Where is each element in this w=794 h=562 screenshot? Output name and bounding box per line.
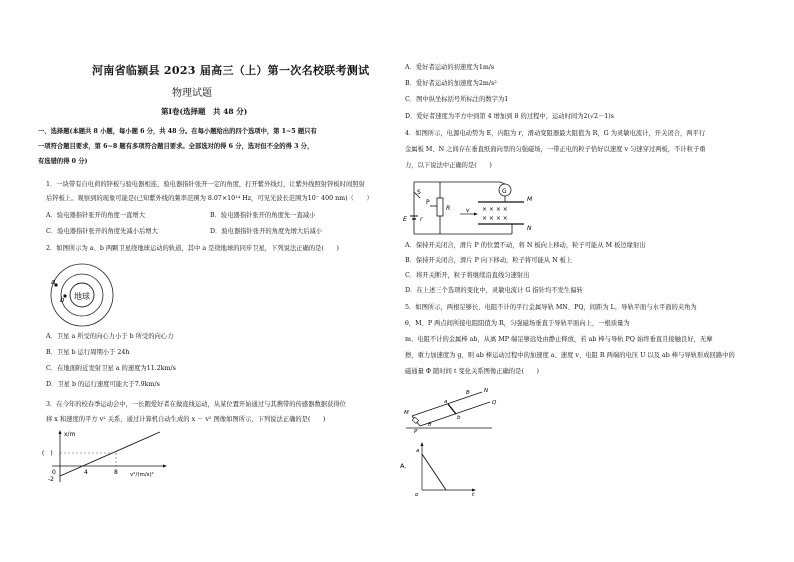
exam-title: 河南省临颍县 2023 届高三（上）第一次名校联考测试	[92, 64, 370, 77]
q1-option-a: A．验电器指针张开的角度一直增大	[46, 212, 146, 219]
q4-option-d: D．在上述三个选项的变化中，灵敏电流计 G 指针均不发生偏转	[405, 287, 583, 294]
label-R: R	[446, 205, 451, 212]
label-E: E	[403, 216, 407, 223]
graph-line	[60, 432, 160, 476]
a-t-curve	[422, 454, 446, 490]
label-N: N	[484, 388, 489, 394]
option-a-label: A．	[400, 462, 411, 470]
q3-stem-line-1: 3．在今年的校春季运动会中，一长跑爱好者在做直线运动，从某位置开始通过与其携带的传感器数据获得位	[46, 401, 346, 408]
q1-stem-line-1: 1．一块带有自电荷的锌板与验电器相连，验电器指针张开一定的角度，打开紫外线灯，让紫外线照射锌板时间照射	[46, 181, 365, 188]
tick-neg2: -2	[48, 476, 54, 483]
q3-x-v2-graph	[40, 428, 170, 486]
label-S: S	[417, 189, 421, 196]
q4-stem-line-1: 4．如图所示，电源电动势为 E，内阻为 r，滑动变阻器最大阻值为 R，G 为灵敏电流计，开关闭合，两平行	[405, 130, 706, 137]
label-M: M	[404, 410, 409, 416]
q1-stem-line-2: 后锌板上。观察到的现象可能是(已知紫外线的频率范围为 8.07×10¹⁴ Hz，可见光波长范围为10⁻ 400 nm)（ ）	[46, 195, 373, 202]
q1-option-c: C．验电器指针张开的角度先减小后增大	[46, 228, 158, 235]
exam-subtitle: 物理试题	[172, 88, 212, 99]
q1-option-b: B．验电器指针张开的角度先一直减小	[210, 212, 316, 219]
instructions-line-3: 有选错的得 0 分)	[38, 158, 88, 165]
q3-option-d-text: D．爱好者速度为平方中到第 4 增加到 8 的过程中，运动时间为	[405, 113, 584, 120]
label-N: N	[527, 225, 532, 232]
q2-option-b: B．卫星 b 运行周期小于 24h	[46, 349, 130, 356]
label-r: r	[420, 216, 423, 223]
instructions-line-1: 一、选择题(本题共 8 小题，每小题 6 分，共 48 分。在每小题给出的四个选项中，第 1~5 题只有	[38, 128, 317, 135]
a-axis-label: a	[416, 448, 420, 454]
q4-circuit-diagram	[400, 176, 540, 240]
q2-option-a: A．卫星 a 所受的向心力小于 b 所受的向心力	[46, 333, 174, 340]
label-M: M	[527, 196, 533, 203]
q2-option-d: D．卫星 b 的运行速度可能大于7.9km/s	[46, 381, 160, 388]
label-P: P	[426, 199, 430, 206]
q5-incline-rails-diagram	[400, 384, 500, 434]
q4-option-c: C．将开关断开，粒子将继续沿直线匀速射出	[405, 272, 530, 279]
label-Q: Q	[492, 400, 497, 406]
label-B: B	[466, 390, 470, 396]
label-b: b	[457, 415, 461, 421]
q3-option-c: C．图中纵坐标括号所标注的数字为1	[405, 96, 509, 103]
label-a: a	[444, 399, 448, 405]
q4-stem-line-2: 金属板 M、N 之间存在垂直纸面向里的匀强磁场，一带正电的粒子恰好以速度 v 匀速穿过两板，不计粒子重	[405, 146, 706, 153]
origin-label: o	[415, 492, 419, 496]
field-row-2: × × × ×	[482, 215, 508, 222]
q3-option-d	[405, 113, 614, 121]
q4-option-b: B．保持开关闭合，滑片 P 向下移动，粒子将可能从 N 板上	[405, 257, 573, 264]
instructions-line-2: 一项符合题目要求，第 6~8 题有多项符合题目要求。全部选对的得 6 分，选对但不全的得 3 分，	[38, 143, 314, 150]
q5-stem-line-2: θ，M、P 两点间所接电阻阻值为 R，匀强磁场垂直于导轨平面向上，一根质量为	[405, 320, 630, 327]
label-P: P	[414, 429, 418, 434]
field-row-1: × × × ×	[482, 206, 508, 213]
q4-stem-line-3: 力，以下说法中正确的是( )	[405, 162, 492, 169]
graph-xlabel: v²/(m/s)²	[130, 472, 154, 478]
q5-stem-line-1: 5．如图所示，两根足够长、电阻不计的平行金属导轨 MN、PQ，间距为 L，导轨平面与水平面的夹角为	[405, 304, 697, 311]
q3-option-b: B．爱好者运动的加速度为2m/s²	[405, 80, 497, 87]
rod-ab	[448, 404, 456, 414]
q1-option-d: D．验电器指针张开的角度先增大后减小	[210, 228, 323, 235]
satellite-a-label: a	[51, 278, 56, 286]
graph-bracket: ( )	[42, 450, 53, 457]
section-heading: 第Ⅰ卷(选择题 共 48 分)	[161, 107, 248, 116]
tick-8: 8	[114, 469, 118, 476]
tick-0: 0	[52, 469, 56, 476]
q3-stem-line-2: 移 x 和速度的平方 v² 关系，通过计算机自动生成的 x － v² 图像如图所示，下列说法正确的是( )	[46, 416, 326, 423]
q5-stem-line-4: 擦，重力加速度为 g，则 ab 棒运动过程中的加速度 a、速度 v、电阻 R 两端的电压 U 以及 ab 棒与导轨形成回路中的	[405, 352, 735, 359]
earth-label: 地球	[74, 292, 90, 301]
q3-option-d-math: 2(√2－1)s	[583, 113, 614, 120]
q5-stem-line-5: 磁通量 Φ 随时间 t 变化关系图像正确的是( )	[405, 368, 539, 375]
label-theta: θ	[428, 422, 432, 428]
q2-stem: 2．如图所示为 a、b 两颗卫星绕地球运动的轨道，其中 a 是绕地球的同步卫星，下列说法正确的是( )	[46, 245, 339, 252]
q4-option-a: A．保持开关闭合，滑片 P 的位置不动，将 N 板向上移动，粒子可能从 M 板边缘射出	[405, 242, 646, 249]
label-G: G	[502, 188, 507, 195]
q3-option-a: A．爱好者运动的初速度为1m/s	[405, 64, 495, 71]
satellite-orbit-diagram	[40, 262, 170, 328]
t-axis-label: t	[472, 492, 475, 496]
q5-stem-line-3: m、电阻不计的金属棒 ab，从离 MP 端足够远处由静止释放，若 ab 棒与导轨 PQ 始终垂直且接触良好，无摩	[405, 336, 713, 343]
tick-4: 4	[84, 469, 88, 476]
satellite-b-label: b	[60, 296, 65, 304]
label-v: v	[466, 207, 470, 214]
graph-ylabel: x/m	[64, 431, 76, 438]
q5-option-a-graph	[400, 440, 480, 496]
q2-option-c: C．在地面附近发射卫星 a 的速度为11.2km/s	[46, 365, 176, 372]
